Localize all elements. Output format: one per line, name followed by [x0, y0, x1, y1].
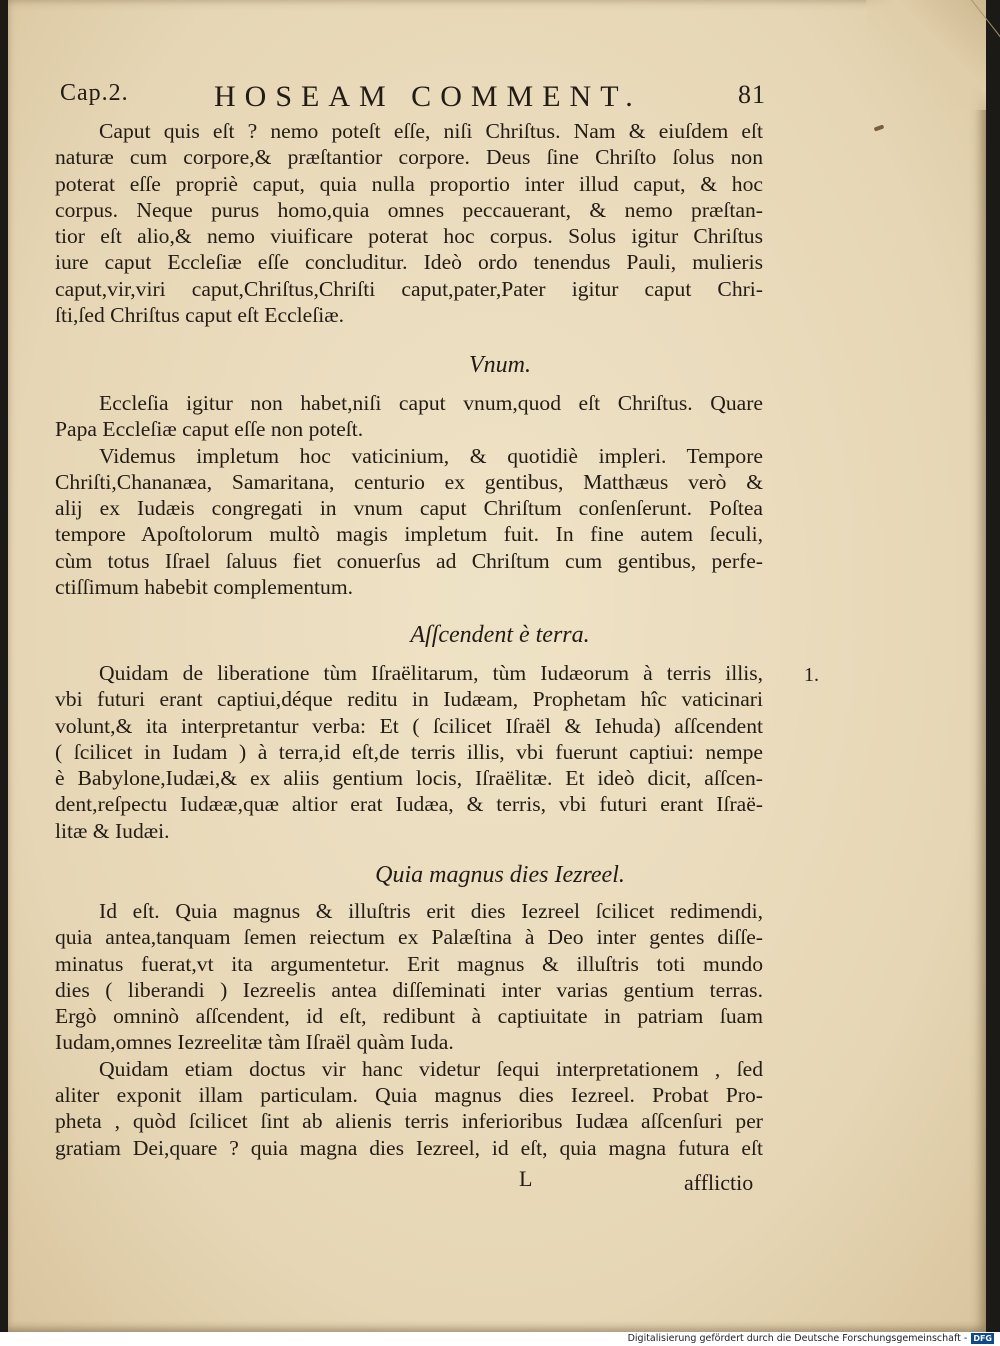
text-line: ctiſſimum habebit complementum.: [55, 575, 354, 600]
paragraph-vnum: [55, 390, 763, 600]
text-line: Papa Eccleſiæ caput eſſe non poteſt.: [55, 417, 364, 442]
text-line: Chriſti,Chananæa, Samaritana, centurio ex gentibus, Matthæus verò &: [55, 469, 763, 494]
footer-text: Digitalisierung gefördert durch die Deutsche Forschungsgemeinschaft -: [627, 1333, 968, 1344]
running-head-title: HOSEAM COMMENT.: [214, 80, 642, 113]
text-line: è Babylone,Iudæi,& ex aliis gentium locis, Iſraëlitæ. Et ideò dicit, aſſcen-: [55, 766, 763, 791]
section-heading-iezreel: Quia magnus dies Iezreel.: [375, 862, 625, 888]
text-line: vbi futuri erant captiui,déque reditu in Iudæam, Prophetam hîc vaticinari: [55, 687, 763, 712]
text-line: poterat eſſe propriè caput, quia nulla proportio inter illud caput, & hoc: [55, 171, 763, 196]
text-line: corpus. Neque purus homo,quia omnes peccauerant, & nemo præſtan-: [55, 197, 763, 222]
paragraph-iezreel: [55, 898, 763, 1161]
text-line: Quidam de liberatione tùm Iſraëlitarum, tùm Iudæorum à terris illis,: [99, 661, 763, 685]
text-line: Quidam etiam doctus vir hanc videtur ſequi interpretationem , ſed: [99, 1056, 763, 1081]
text-line: minatus fuerat,vt ita argumentetur. Erit magnus & illuſtris toti mundo: [55, 951, 763, 976]
page-corner-fold: [866, 0, 986, 110]
catchword: afflictio: [684, 1170, 754, 1195]
text-line: gratiam Dei,quare ? quia magna dies Iezreel, id eſt, quia magna futura eſt: [55, 1135, 763, 1160]
page-number: 81: [738, 80, 766, 109]
running-head-chapter: Cap.2.: [60, 80, 129, 106]
text-line: litæ & Iudæi.: [55, 818, 170, 843]
paragraph-caput: [55, 118, 763, 328]
text-line: caput,vir,viri caput,Chriſtus,Chriſti caput,pater,Pater igitur caput Chri-: [55, 276, 763, 301]
ink-mark: [874, 124, 885, 131]
text-line: Iudam,omnes Iezreelitæ tàm Iſraël quàm Iuda.: [55, 1030, 454, 1055]
text-line: Videmus impletum hoc vaticinium, & quotidiè impleri. Tempore: [99, 443, 763, 468]
text-line: aliter exponit illam particulam. Quia magnus dies Iezreel. Probat Pro-: [55, 1083, 763, 1108]
text-line: Ergò omninò aſſcendent, id eſt, redibunt à captiuitate in patriam ſuam: [55, 1004, 763, 1029]
text-line: Caput quis eſt ? nemo poteſt eſſe, niſi Chriſtus. Nam & eiuſdem eſt: [99, 119, 763, 143]
text-line: quia antea,tanquam ſemen reiectum ex Palæſtina à Deo inter gentes diſſe-: [55, 925, 763, 950]
text-line: volunt,& ita interpretantur verba: Et ( ſcilicet Iſraël & Iehuda) aſſcendent: [55, 713, 763, 738]
text-line: pheta , quòd ſcilicet ſint ab alienis terris inferioribus Iudæa aſſcenſuri per: [55, 1109, 763, 1134]
text-line: cùm totus Iſrael ſaluus fiet conuerſus ad Chriſtum cum gentibus, perfe-: [55, 548, 763, 573]
dfg-logo: DFG: [973, 1334, 992, 1343]
signature-mark: L: [519, 1166, 533, 1191]
text-line: dies ( liberandi ) Iezreelis antea diſſeminati inter varias gentium terras.: [55, 977, 763, 1002]
section-heading-ascendent: Aſſcendent è terra.: [410, 622, 590, 648]
margin-note: 1.: [804, 664, 819, 686]
paragraph-ascendent: [55, 660, 763, 844]
text-line: tior eſt alio,& nemo viuificare poterat hoc corpus. Solus igitur Chriſtus: [55, 224, 763, 249]
text-line: tempore Apoſtolorum multò magis impletum fuit. In fine autem ſeculi,: [55, 522, 763, 547]
text-line: alij ex Iudæis congregati in vnum caput Chriſtum conſenſerunt. Poſtea: [55, 496, 763, 521]
digitization-footer: [0, 1332, 1000, 1346]
section-heading-vnum: Vnum.: [469, 352, 531, 378]
text-line: naturæ cum corpore,& præſtantior corpore. Deus ſine Chriſto ſolus non: [55, 145, 763, 170]
text-line: iure caput Eccleſiæ eſſe concluditur. Ideò ordo tenendus Pauli, mulieris: [55, 250, 763, 275]
text-line: ſti,ſed Chriſtus caput eſt Eccleſiæ.: [55, 303, 345, 328]
text-line: ( ſcilicet in Iudam ) à terra,id eſt,de terris illis, vbi fuerunt captiui: nempe: [55, 739, 763, 764]
text-line: dent,reſpectu Iudææ,quæ altior erat Iudæa, & terris, vbi futuri erant Iſraë-: [55, 792, 763, 817]
text-line: Eccleſia igitur non habet,niſi caput vnum,quod eſt Chriſtus. Quare: [99, 391, 763, 415]
text-line: Id eſt. Quia magnus & illuſtris erit dies Iezreel ſcilicet redimendi,: [99, 899, 763, 923]
